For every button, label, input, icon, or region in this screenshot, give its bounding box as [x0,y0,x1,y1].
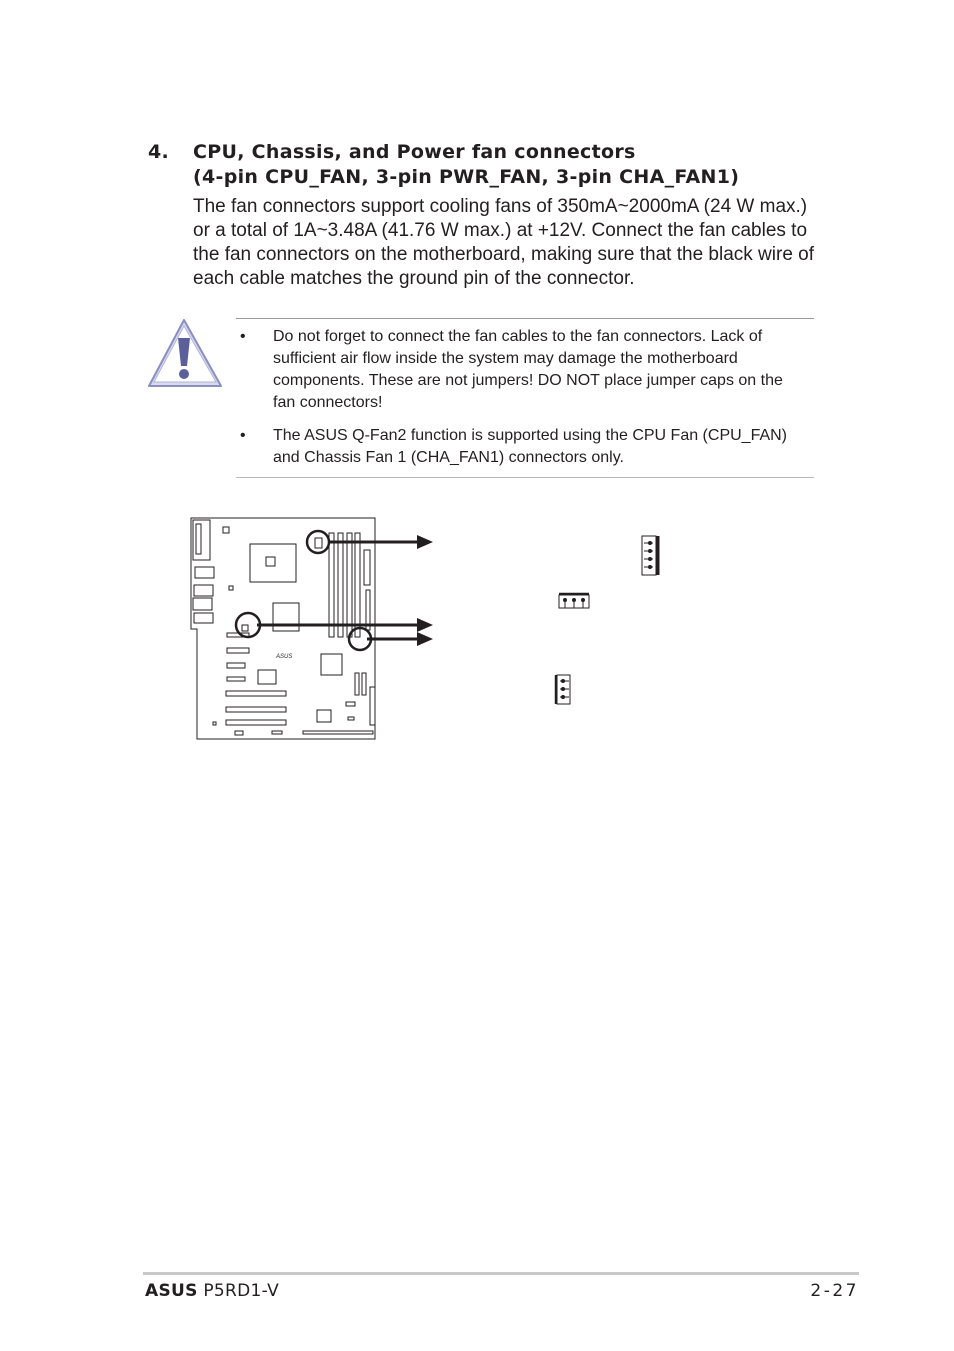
caution-item-text: Do not forget to connect the fan cables to the fan connectors. Lack of sufficient air flow inside the system may damage the motherboard components. These are not jumpers! DO NOT place jumper caps on the fan connectors! [273,328,783,411]
connector-highlights [236,531,371,650]
page-number: 2-27 [810,1281,859,1301]
caution-item-text: The ASUS Q-Fan2 function is supported using the CPU Fan (CPU_FAN) and Chassis Fan 1 (CHA_FAN1) connectors only. [273,427,788,466]
pwr-fan-pinout [559,594,589,608]
footer-model: P5RD1-V [203,1281,280,1301]
caution-triangle-icon [146,316,226,390]
motherboard-diagram [185,512,685,747]
cha-fan-pinout [556,675,570,704]
footer-brand: ASUS [145,1281,198,1301]
cpu-fan-pinout [642,536,658,575]
section-title-line1: CPU, Chassis, and Power fan connectors [193,141,636,163]
caution-item [236,425,808,469]
section-heading [148,140,739,190]
footer-rule [143,1272,859,1275]
board-logo: ASUS [276,654,293,660]
motherboard-layout [191,518,375,739]
caution-item [236,326,808,414]
section-body: The fan connectors support cooling fans of 350mA~2000mA (24 W max.) or a total of 1A~3.48A (41.76 W max.) at +12V. Connect the fan cables to the fan connectors on the motherboard, making sure that the black wire of each cable matches the ground pin of the connector. [193,196,815,289]
bullet: • [240,328,246,345]
caution-note [236,318,814,478]
callout-arrows [257,535,433,646]
bullet: • [240,427,246,444]
section-title-line2: (4-pin CPU_FAN, 3-pin PWR_FAN, 3-pin CHA_FAN1) [193,166,740,188]
section-number: 4. [148,141,170,163]
footer-product [145,1281,279,1301]
